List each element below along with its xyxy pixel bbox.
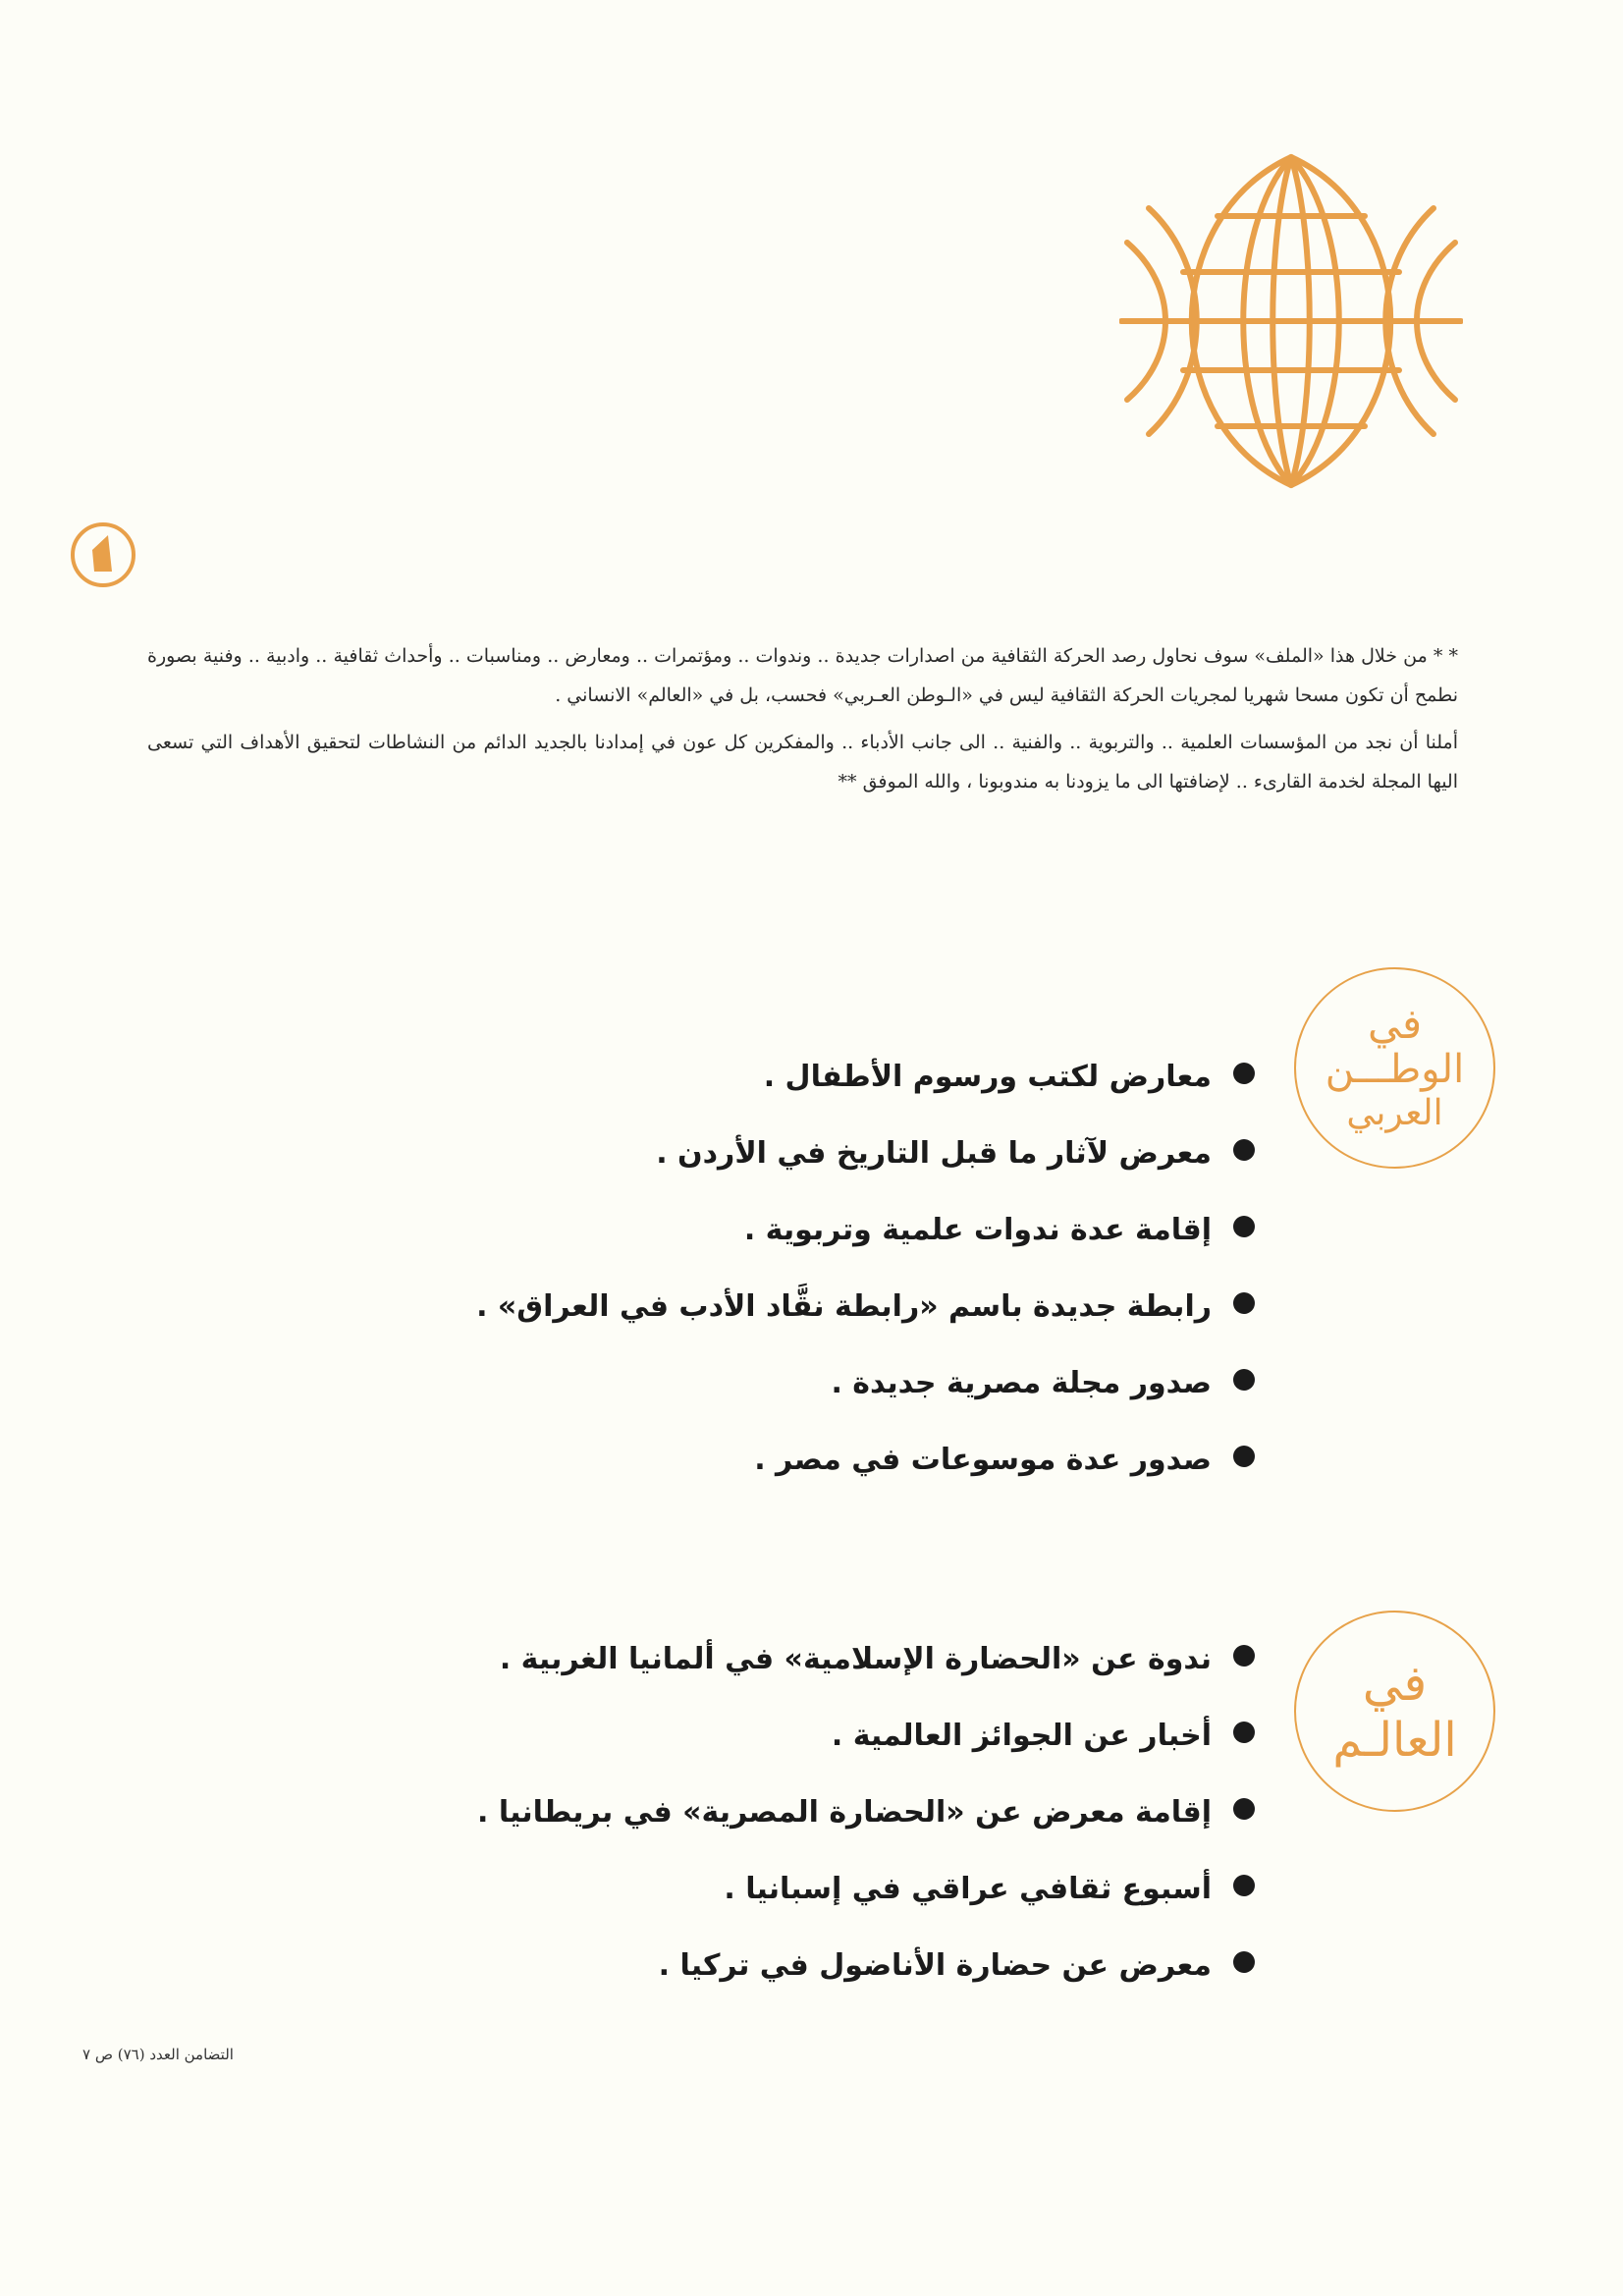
bullet-dot-icon — [1233, 1292, 1255, 1314]
bullet-dot-icon — [1233, 1446, 1255, 1467]
intro-paragraph-2: أملنا أن نجد من المؤسسات العلمية .. والتربوية .. والفنية .. الى جانب الأدباء .. والمفكرين كل عون في إمدادنا بالجديد الدائم من النشاطات لتحقيق الأهداف التي تسعى اليها المجلة لخدمة القارىء .. لإضافتها الى ما يزودنا به مندوبونا ، والله الموفق ** — [147, 732, 1458, 793]
badge-line: في — [1367, 999, 1423, 1048]
globe-icon — [1119, 149, 1463, 493]
bullet-dot-icon — [1233, 1216, 1255, 1237]
list-item-text: معرض لآثار ما قبل التاريخ في الأردن . — [656, 1136, 1212, 1171]
page-tab-icon — [69, 520, 137, 589]
bullet-dot-icon — [1233, 1798, 1255, 1820]
list-item-text: معارض لكتب ورسوم الأطفال . — [763, 1060, 1212, 1094]
bullet-dot-icon — [1233, 1369, 1255, 1391]
list-item — [469, 1638, 1255, 1715]
section-badge-world — [1294, 1611, 1495, 1812]
list-item — [469, 1362, 1255, 1439]
list-item-text: أسبوع ثقافي عراقي في إسبانيا . — [724, 1872, 1212, 1906]
list-item — [469, 1944, 1255, 2021]
badge-line: العالـم — [1332, 1712, 1457, 1768]
section-badge-arab-world — [1294, 967, 1495, 1169]
bullet-dot-icon — [1233, 1063, 1255, 1084]
intro-text — [147, 636, 1458, 801]
badge-line: العربي — [1346, 1092, 1443, 1133]
list-item-text: إقامة معرض عن «الحضارة المصرية» في بريطانيا . — [476, 1795, 1212, 1830]
list-item-text: صدور مجلة مصرية جديدة . — [831, 1366, 1212, 1400]
list-item — [469, 1439, 1255, 1515]
list-item-text: ندوة عن «الحضارة الإسلامية» في ألمانيا الغربية . — [499, 1642, 1212, 1676]
list-item — [469, 1209, 1255, 1285]
list-item — [469, 1132, 1255, 1209]
bullet-dot-icon — [1233, 1645, 1255, 1667]
bullet-dot-icon — [1233, 1139, 1255, 1161]
list-item-text: معرض عن حضارة الأناضول في تركيا . — [658, 1948, 1212, 1983]
list-item-text: أخبار عن الجوائز العالمية . — [831, 1719, 1212, 1753]
bullet-dot-icon — [1233, 1722, 1255, 1743]
arab-world-news-list — [469, 1056, 1255, 1515]
bullet-dot-icon — [1233, 1875, 1255, 1896]
page-footer: التضامن العدد (٧٦) ص ٧ — [82, 2046, 234, 2063]
list-item — [469, 1715, 1255, 1791]
list-item — [469, 1285, 1255, 1362]
list-item-text: إقامة عدة ندوات علمية وتربوية . — [743, 1213, 1212, 1247]
bullet-dot-icon — [1233, 1951, 1255, 1973]
list-item — [469, 1056, 1255, 1132]
badge-line: الوطـــن — [1325, 1046, 1465, 1092]
list-item — [469, 1868, 1255, 1944]
intro-paragraph-1: * * من خلال هذا «الملف» سوف نحاول رصد الحركة الثقافية من اصدارات جديدة .. وندوات .. ومؤتمرات .. ومعارض .. ومناسبات .. وأحداث ثقافية .. وادبية .. وفنية بصورة نطمح أن تكون مسحا شهريا لمجريات الحركة الثقافية ليس في «الـوطن العـربي» فحسب، بل في «العالم» الانساني . — [147, 645, 1458, 706]
badge-line: في — [1362, 1654, 1428, 1712]
list-item — [469, 1791, 1255, 1868]
world-news-list — [469, 1638, 1255, 2021]
list-item-text: صدور عدة موسوعات في مصر . — [754, 1443, 1212, 1477]
list-item-text: رابطة جديدة باسم «رابطة نقَّاد الأدب في العراق» . — [476, 1289, 1212, 1324]
